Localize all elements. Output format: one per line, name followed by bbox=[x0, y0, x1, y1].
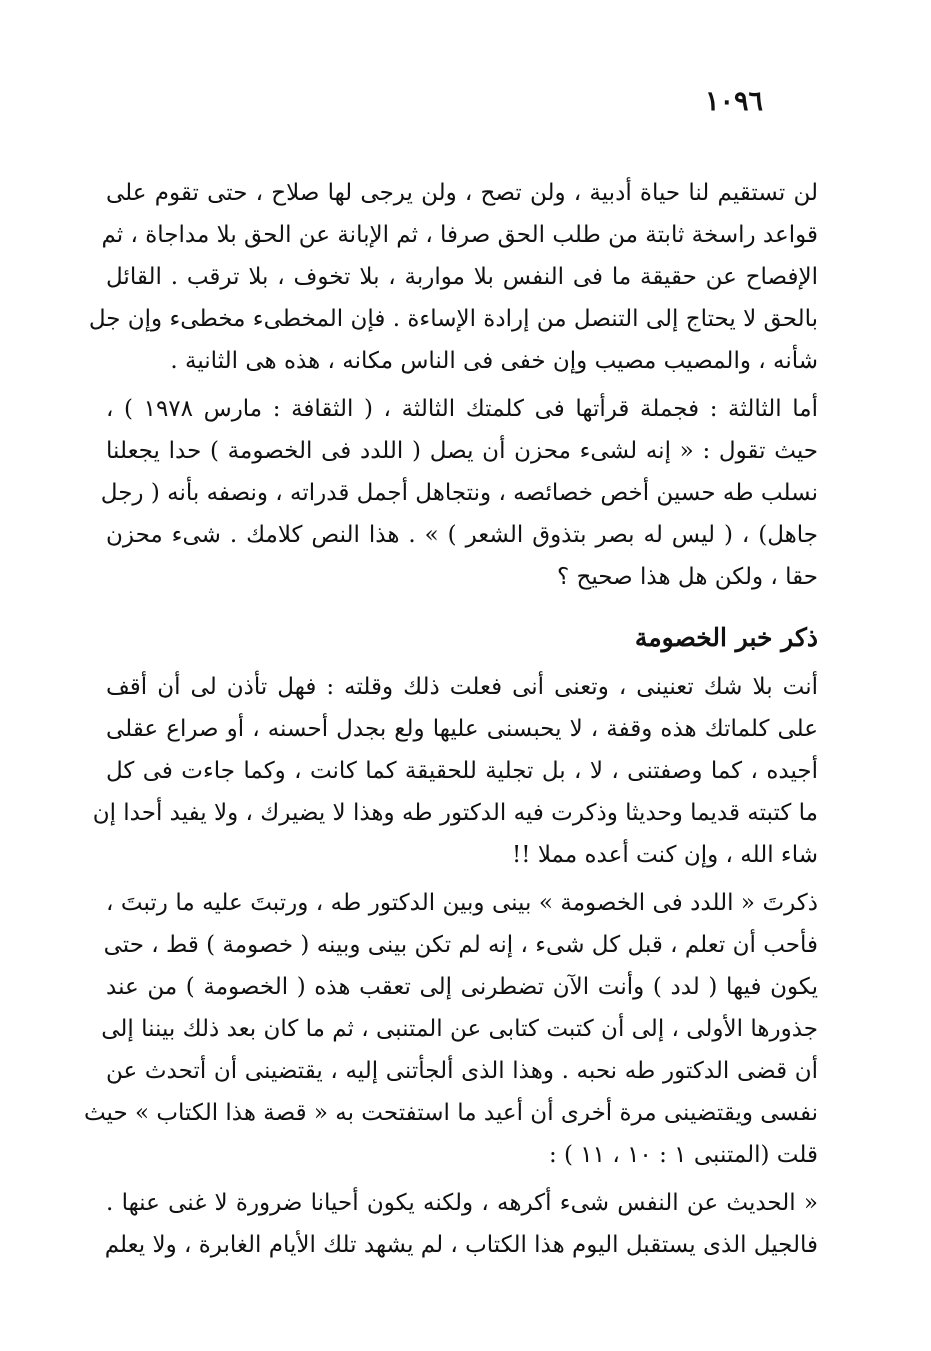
text-line: أجيده ، كما وصفتنى ، لا ، بل تجلية للحقيقة كما كانت ، وكما جاءت فى كل bbox=[106, 758, 818, 784]
text-line: حقا ، ولكن هل هذا صحيح ؟ bbox=[557, 564, 818, 590]
text-line: على كلماتك هذه وقفة ، لا يحبسنى عليها ولع بجدل أحسنه ، أو صراع عقلى bbox=[106, 716, 818, 742]
paragraph-4 bbox=[83, 882, 818, 1176]
paragraph-3 bbox=[92, 666, 818, 876]
text-line: قلت (المتنبى ١ : ١٠ ، ١١ ) : bbox=[548, 1142, 818, 1168]
text-line: نسلب طه حسين أخص خصائصه ، ونتجاهل أجمل قدراته ، ونصفه بأنه ( رجل bbox=[100, 480, 818, 506]
text-line: جاهل) ، ( ليس له بصر بتذوق الشعر ) » . هذا النص كلامك . شىء محزن bbox=[106, 522, 818, 548]
text-line: ذكرتَ « اللدد فى الخصومة » بينى وبين الدكتور طه ، ورتبتَ عليه ما رتبتَ ، bbox=[106, 890, 818, 916]
text-line: فأحب أن تعلم ، قبل كل شىء ، إنه لم تكن بينى وبينه ( خصومة ) قط ، حتى bbox=[103, 932, 818, 958]
text-line: الإفصاح عن حقيقة ما فى النفس بلا مواربة ، بلا تخوف ، بلا ترقب . القائل bbox=[106, 264, 818, 290]
text-line: حيث تقول : « إنه لشىء محزن أن يصل ( اللدد فى الخصومة ) حدا يجعلنا bbox=[106, 438, 818, 464]
text-line: شاء الله ، وإن كنت أعده مملا !! bbox=[512, 842, 818, 868]
text-line: بالحق لا يحتاج إلى التنصل من إرادة الإساءة . فإن المخطىء مخطىء وإن جل bbox=[88, 306, 818, 332]
text-line: أن قضى الدكتور طه نحبه . وهذا الذى ألجأتنى إليه ، يقتضينى أن أتحدث عن bbox=[106, 1058, 818, 1084]
paragraph-5 bbox=[106, 1182, 818, 1266]
text-line: جذورها الأولى ، إلى أن كتبت كتابى عن المتنبى ، ثم ما كان بعد ذلك بيننا إلى bbox=[101, 1016, 818, 1042]
body-text bbox=[83, 172, 818, 1266]
text-line: يكون فيها ( لدد ) وأنت الآن تضطرنى إلى تعقب هذه ( الخصومة ) من عند bbox=[106, 974, 818, 1000]
paragraph-1 bbox=[88, 172, 818, 382]
text-line: فالجيل الذى يستقبل اليوم هذا الكتاب ، لم يشهد تلك الأيام الغابرة ، ولا يعلم bbox=[104, 1232, 818, 1258]
page-number: ١٠٩٦ bbox=[704, 86, 763, 117]
text-line: لن تستقيم لنا حياة أدبية ، ولن تصح ، ولن يرجى لها صلاح ، حتى تقوم على bbox=[106, 180, 818, 206]
text-line: أنت بلا شك تعنينى ، وتعنى أنى فعلت ذلك وقلته : فهل تأذن لى أن أقف bbox=[106, 674, 818, 700]
text-line: أما الثالثة : فجملة قرأتها فى كلمتك الثالثة ، ( الثقافة : مارس ١٩٧٨ ) ، bbox=[106, 396, 818, 422]
text-line: « الحديث عن النفس شىء أكرهه ، ولكنه يكون أحيانا ضرورة لا غنى عنها . bbox=[106, 1190, 818, 1216]
section-heading: ذكر خبر الخصومة bbox=[634, 623, 818, 652]
text-line: قواعد راسخة ثابتة من طلب الحق صرفا ، ثم الإبانة عن الحق بلا مداجاة ، ثم bbox=[101, 222, 818, 248]
text-line: شأنه ، والمصيب مصيب وإن خفى فى الناس مكانه ، هذه هى الثانية . bbox=[170, 348, 818, 374]
text-line: ما كتبته قديما وحديثا وذكرت فيه الدكتور طه وهذا لا يضيرك ، ولا يفيد أحدا إن bbox=[92, 800, 818, 826]
text-line: نفسى ويقتضينى مرة أخرى أن أعيد ما استفتحت به « قصة هذا الكتاب » حيث bbox=[83, 1100, 818, 1126]
paragraph-2 bbox=[100, 388, 818, 598]
